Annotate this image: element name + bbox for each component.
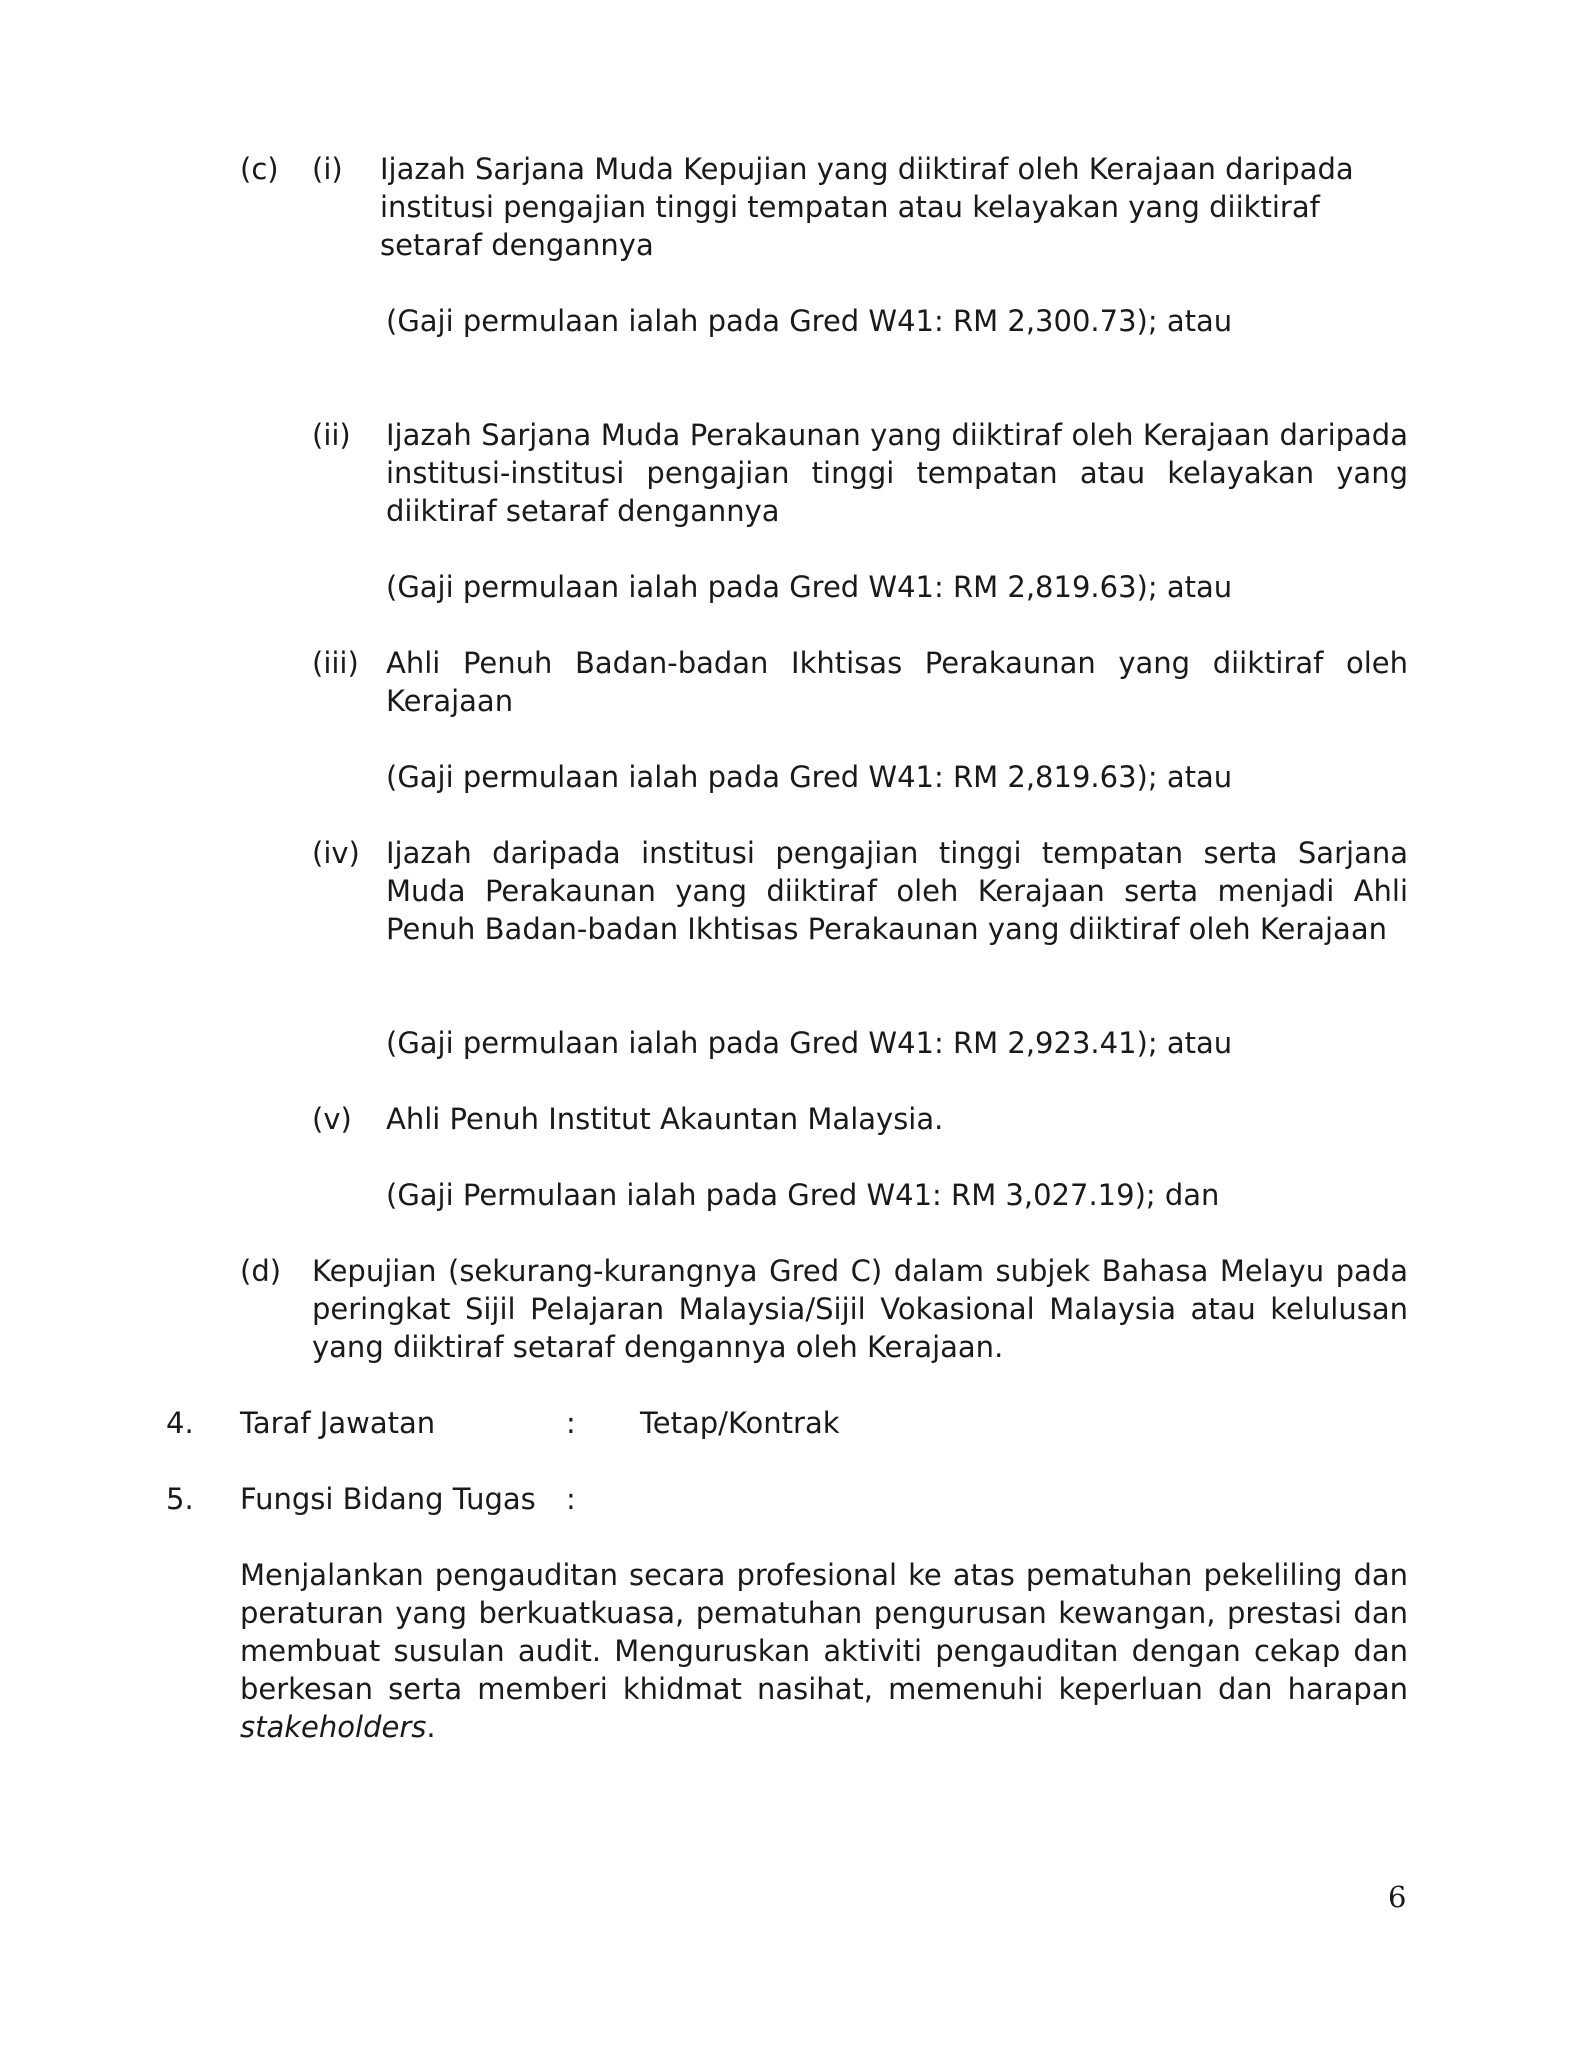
item-c-iv-salary: (Gaji permulaan ialah pada Gred W41: RM 2,923.41); atau	[386, 1026, 1233, 1060]
page-number: 6	[1388, 1880, 1407, 1914]
section-4-title: Taraf Jawatan	[240, 1406, 436, 1440]
item-c-iv-text: Ijazah daripada institusi pengajian tinggi tempatan serta Sarjana Muda Perakaunan yang diiktiraf oleh Kerajaan serta menjadi Ahli Penuh Badan-badan Ikhtisas Perakaunan yang diiktiraf oleh Kerajaan	[386, 836, 1408, 946]
section-4-colon: :	[566, 1406, 576, 1440]
section-5-body	[240, 1556, 1408, 1746]
item-c-v-text: Ahli Penuh Institut Akauntan Malaysia.	[386, 1102, 944, 1136]
item-c-ii-text: Ijazah Sarjana Muda Perakaunan yang diiktiraf oleh Kerajaan daripada institusi-institusi pengajian tinggi tempatan atau kelayakan yang diiktiraf setaraf dengannya	[386, 418, 1408, 528]
item-c-iii-salary: (Gaji permulaan ialah pada Gred W41: RM 2,819.63); atau	[386, 760, 1233, 794]
item-c-iii-text: Ahli Penuh Badan-badan Ikhtisas Perakaunan yang diiktiraf oleh Kerajaan	[386, 646, 1408, 718]
section-5-body-italic: stakeholders	[240, 1710, 427, 1744]
item-c-i-label: (i)	[312, 152, 343, 186]
item-d-label: (d)	[240, 1254, 282, 1288]
item-c-label: (c)	[240, 152, 279, 186]
item-d-text: Kepujian (sekurang-kurangnya Gred C) dalam subjek Bahasa Melayu pada peringkat Sijil Pelajaran Malaysia/Sijil Vokasional Malaysia atau kelulusan yang diiktiraf setaraf dengannya oleh Kerajaan.	[312, 1254, 1408, 1364]
item-c-v-label: (v)	[312, 1102, 352, 1136]
section-5-number: 5.	[166, 1482, 194, 1516]
item-c-iv-label: (iv)	[312, 836, 360, 870]
section-5-colon: :	[566, 1482, 576, 1516]
section-4-value: Tetap/Kontrak	[640, 1406, 840, 1440]
section-5-body-text: Menjalankan pengauditan secara profesional ke atas pematuhan pekeliling dan peraturan yang berkuatkuasa, pematuhan pengurusan kewangan, prestasi dan membuat susulan audit. Menguruskan aktiviti pengauditan dengan cekap dan berkesan serta memberi khidmat nasihat, memenuhi keperluan dan harapan	[240, 1558, 1408, 1706]
item-c-v-salary: (Gaji Permulaan ialah pada Gred W41: RM 3,027.19); dan	[386, 1178, 1220, 1212]
item-c-i-text: Ijazah Sarjana Muda Kepujian yang diiktiraf oleh Kerajaan daripada institusi pengajian tinggi tempatan atau kelayakan yang diiktiraf setaraf dengannya	[380, 152, 1354, 262]
item-c-iii-label: (iii)	[312, 646, 359, 680]
section-5-title: Fungsi Bidang Tugas	[240, 1482, 536, 1516]
item-c-ii-salary: (Gaji permulaan ialah pada Gred W41: RM 2,819.63); atau	[386, 570, 1233, 604]
section-5-body-end: .	[426, 1710, 436, 1744]
item-c-ii-label: (ii)	[312, 418, 351, 452]
section-4-number: 4.	[166, 1406, 194, 1440]
item-c-i-salary: (Gaji permulaan ialah pada Gred W41: RM 2,300.73); atau	[386, 304, 1233, 338]
